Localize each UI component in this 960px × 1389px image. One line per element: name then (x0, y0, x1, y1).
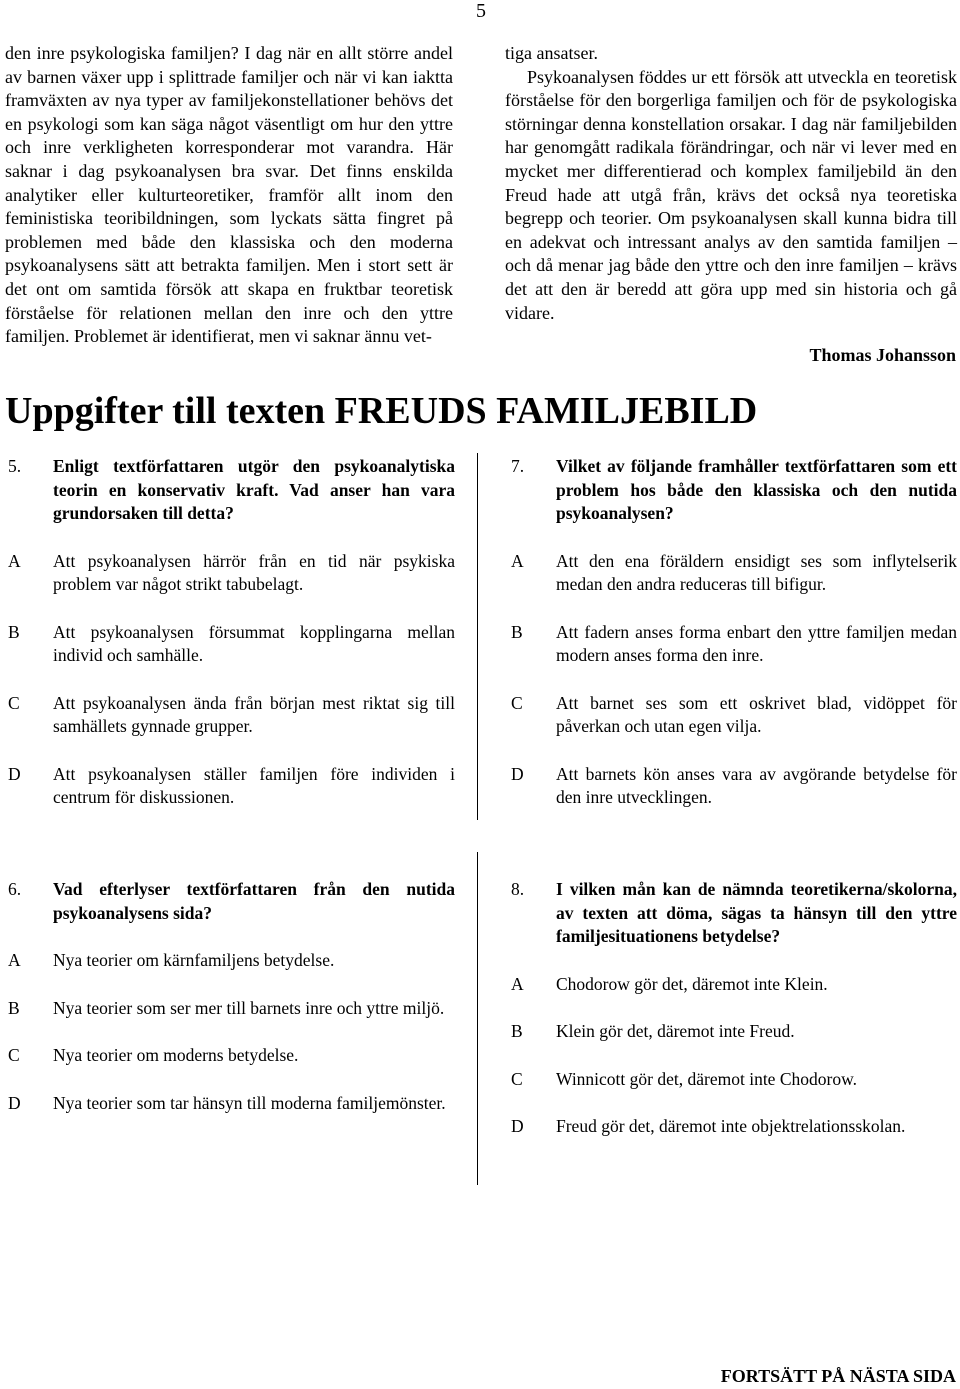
article-continuation: tiga ansatser. (505, 43, 598, 63)
question-number: 6. (8, 879, 22, 899)
page-number: 5 (476, 0, 486, 22)
article-right-column (505, 42, 957, 325)
answer-option-d[interactable] (8, 763, 455, 810)
question-5 (8, 455, 455, 810)
answer-option-b[interactable] (511, 1020, 957, 1044)
answer-option-d[interactable] (511, 763, 957, 810)
column-divider (477, 852, 478, 1185)
option-letter: A (8, 550, 21, 571)
option-text: Att fadern anses forma enbart den yttre familjen medan modern anses forma den inre. (556, 621, 957, 665)
option-letter: C (8, 692, 20, 713)
option-text: Freud gör det, däremot inte objektrelationsskolan. (556, 1116, 906, 1136)
question-7 (511, 455, 957, 810)
question-8 (511, 878, 957, 1139)
option-letter: D (511, 1116, 524, 1136)
question-text: Enligt textförfattaren utgör den psykoanalytiska teorin en konservativ kraft. Vad anser han vara grundorsaken till detta? (53, 456, 455, 523)
option-text: Att den ena föräldern ensidigt ses som inflytelserik medan den andra reduceras till bifigur. (556, 550, 957, 594)
answer-option-a[interactable] (511, 550, 957, 597)
answer-option-b[interactable] (8, 997, 455, 1021)
answer-option-c[interactable] (8, 692, 455, 739)
question-6 (8, 878, 455, 1115)
option-letter: C (511, 692, 523, 713)
option-letter: C (8, 1045, 20, 1065)
question-header (8, 455, 455, 526)
option-text: Att barnet ses som ett oskrivet blad, vidöppet för påverkan och utan egen vilja. (556, 692, 957, 736)
article-left-column (5, 42, 453, 349)
option-text: Att psykoanalysen försummat kopplingarna mellan individ och samhälle. (53, 621, 455, 665)
answer-option-d[interactable] (511, 1115, 957, 1139)
answer-option-b[interactable] (8, 621, 455, 668)
answer-option-c[interactable] (511, 692, 957, 739)
option-text: Nya teorier om moderns betydelse. (53, 1045, 299, 1065)
question-number: 5. (8, 456, 22, 476)
option-text: Nya teorier om kärnfamiljens betydelse. (53, 950, 335, 970)
article-author: Thomas Johansson (809, 345, 956, 365)
option-letter: D (8, 1092, 21, 1113)
option-text: Klein gör det, däremot inte Freud. (556, 1021, 795, 1041)
option-text: Winnicott gör det, däremot inte Chodorow. (556, 1068, 857, 1089)
column-divider (477, 453, 478, 820)
option-letter: D (511, 763, 524, 784)
answer-option-c[interactable] (8, 1044, 455, 1068)
option-letter: D (8, 763, 21, 784)
option-letter: C (511, 1068, 523, 1089)
answer-option-c[interactable] (511, 1068, 957, 1092)
question-header (511, 455, 957, 526)
option-letter: B (8, 997, 20, 1018)
option-letter: A (8, 950, 21, 970)
answer-option-a[interactable] (8, 550, 455, 597)
article-paragraph: den inre psykologiska familjen? I dag när en allt större andel av barnen växer upp i splittrade familjer och när vi kan iaktta framväxten av nya typer av familjekonstellationer behövs det en psykologi som kan säga något väsentligt om hur den yttre och inre verkligheten korresponderar mot varandra. Här saknar i dag psykoanalysen bra svar. Det finns enskilda analytiker eller kulturteoretiker, framför allt inom den feministiska teoribildningen, som lyckats sätta fingret på problemen med både den klassiska och den moderna psykoanalysens sätt att betrakta familjen. Men i stort sett är det ont om samtida försök att skapa en fruktbar teoretisk förståelse för relationen mellan den inre och den yttre familjen. Problemet är identifierat, men vi saknar ännu vet- (5, 43, 453, 347)
question-header (511, 878, 957, 949)
option-text: Att psykoanalysen ställer familjen före individen i centrum för diskussionen. (53, 763, 455, 807)
option-text: Att psykoanalysen ända från början mest riktat sig till samhällets gynnade grupper. (53, 692, 455, 736)
answer-option-a[interactable] (8, 949, 455, 973)
question-text: Vad efterlyser textförfattaren från den nutida psykoanalysens sida? (53, 879, 455, 923)
option-text: Chodorow gör det, däremot inte Klein. (556, 973, 828, 994)
option-text: Nya teorier som ser mer till barnets inre och yttre miljö. (53, 997, 445, 1018)
answer-option-a[interactable] (511, 973, 957, 997)
answer-option-b[interactable] (511, 621, 957, 668)
question-text: Vilket av följande framhåller textförfattaren som ett problem hos både den klassiska och den nutida psykoanalysen? (556, 456, 957, 523)
question-text: I vilken mån kan de nämnda teoretikerna/skolorna, av texten att döma, sägas ta hänsyn till den yttre familjesituationens betydelse? (556, 879, 957, 946)
option-letter: A (511, 550, 524, 571)
question-number: 7. (511, 456, 525, 476)
question-header (8, 878, 455, 925)
option-letter: B (511, 1021, 523, 1041)
option-letter: B (8, 621, 20, 642)
option-letter: A (511, 973, 524, 994)
option-text: Att psykoanalysen härrör från en tid när psykiska problem var något strikt tabubelagt. (53, 550, 455, 594)
option-text: Att barnets kön anses vara av avgörande betydelse för den inre utvecklingen. (556, 763, 957, 807)
answer-option-d[interactable] (8, 1092, 455, 1116)
option-text: Nya teorier som tar hänsyn till moderna familjemönster. (53, 1092, 446, 1113)
option-letter: B (511, 621, 523, 642)
continue-next-page: FORTSÄTT PÅ NÄSTA SIDA (720, 1366, 956, 1386)
section-title: Uppgifter till texten FREUDS FAMILJEBILD (5, 390, 758, 432)
question-number: 8. (511, 879, 525, 899)
article-paragraph: Psykoanalysen föddes ur ett försök att utveckla en teoretisk förståelse för den borgerliga familjen och för de psykologiska störningar denna konstellation orsakar. I dag när familjebilden har genomgått radikala förändringar, och när vi lever med en mycket mer differentierad och komplex familjebild än den Freud hade att utgå från, krävs det också nya teoretiska begrepp och teorier. Om psykoanalysen skall kunna bidra till en adekvat och intressant analys av den samtida familjen – och då menar jag både den yttre och den inre familjen – krävs det att den är beredd att göra upp med sin historia och gå vidare. (505, 66, 957, 323)
